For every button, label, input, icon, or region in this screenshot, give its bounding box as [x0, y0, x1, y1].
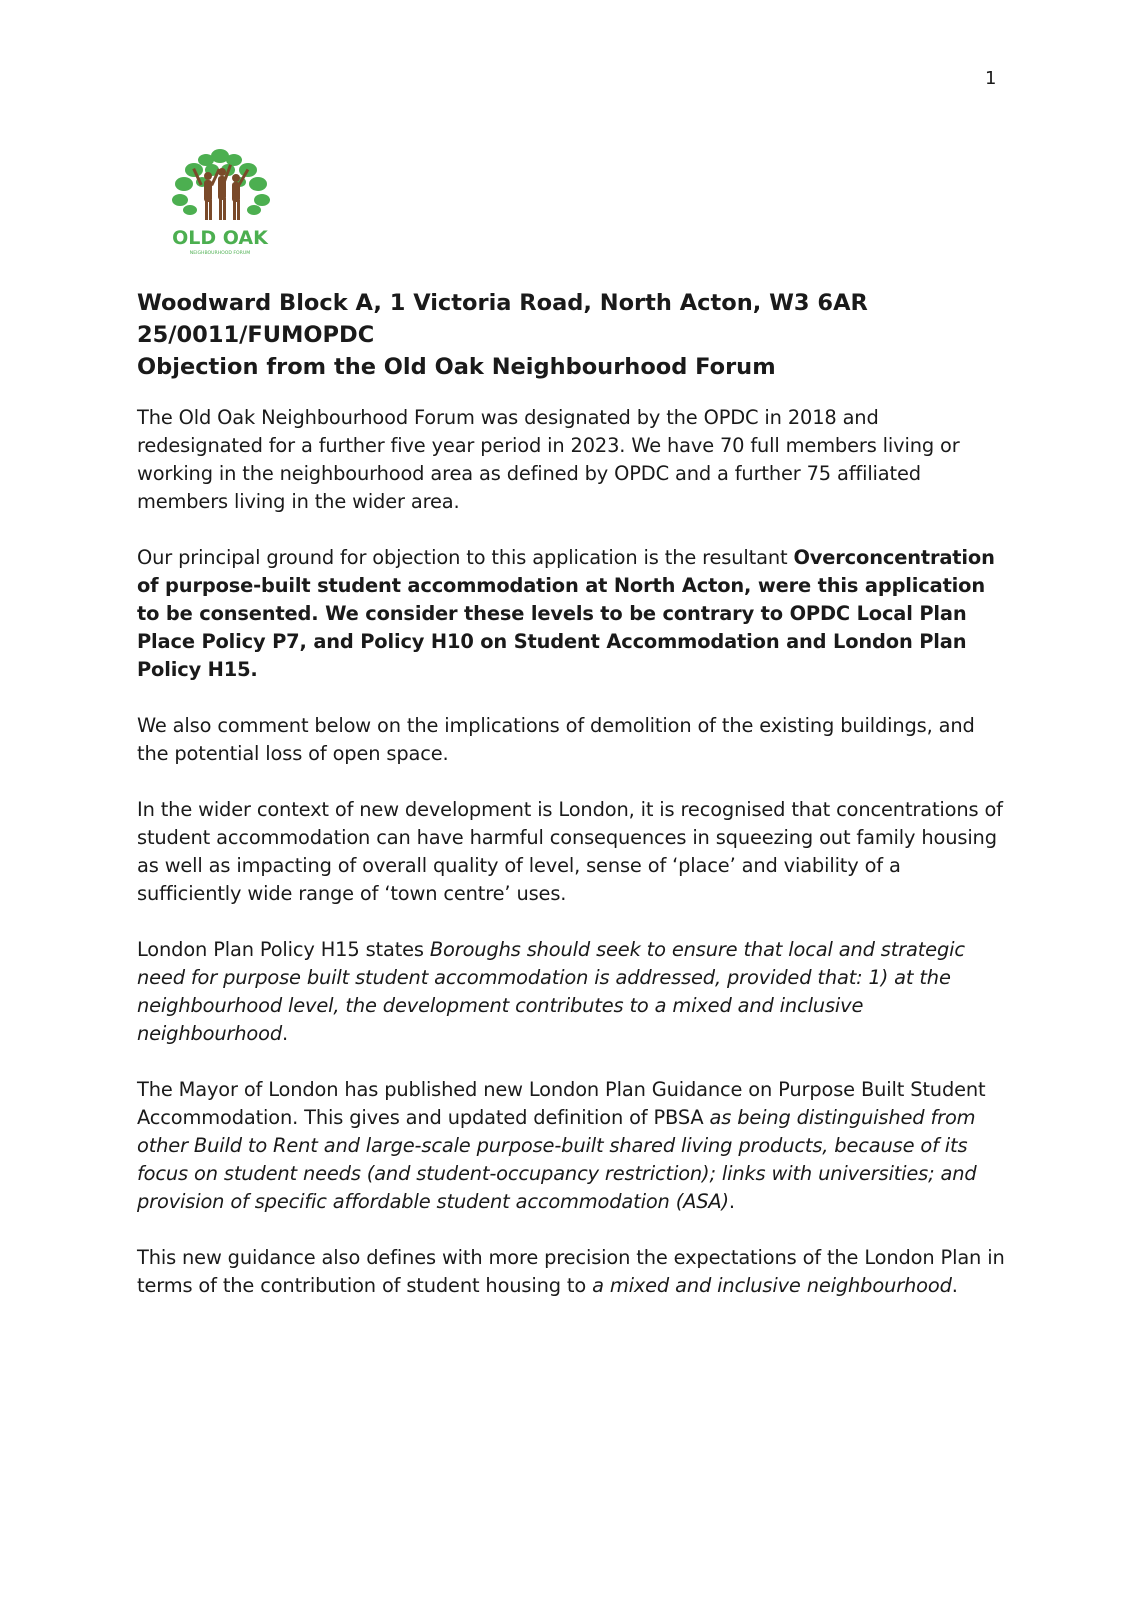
heading-title: Objection from the Old Oak Neighbourhood Forum [137, 354, 776, 380]
mixed-end-text: . [951, 1274, 958, 1297]
paragraph-pbsa-guidance [137, 1076, 1007, 1216]
policy-end-text: . [282, 1022, 289, 1045]
policy-quote-text: Boroughs should seek to ensure that local and strategic need for purpose built student accommodation is addressed, provided that: 1) at the neighbourhood level, the development contributes to a mixed and inclusive neighbourhood [137, 938, 965, 1045]
old-oak-logo [170, 146, 276, 262]
paragraph-mixed-neighbourhood [137, 1244, 1007, 1300]
heading-address: Woodward Block A, 1 Victoria Road, North Acton, W3 6AR [137, 290, 868, 316]
guidance-intro-text: The Mayor of London has published new London Plan Guidance on Purpose Built Student Accommodation. This gives and updated definition of PBSA [137, 1078, 986, 1129]
document-heading [137, 287, 1007, 383]
paragraph-policy-h15 [137, 936, 1007, 1048]
document-body [137, 287, 1007, 1328]
page-number: 1 [985, 68, 997, 89]
objection-bold-text: Overconcentration of purpose-built student accommodation at North Acton, were this application to be consented. We consider these levels to be contrary to OPDC Local Plan Place Policy P7, and Policy H10 on Student Accommodation and London Plan Policy H15. [137, 546, 995, 681]
policy-intro-text: London Plan Policy H15 states [137, 938, 430, 961]
oak-tree-people-icon [170, 146, 276, 262]
paragraph-principal-objection [137, 544, 1007, 684]
objection-intro-text: Our principal ground for objection to this application is the resultant [137, 546, 794, 569]
guidance-quote-text: as being distinguished from other Build to Rent and large-scale purpose-built shared living products, because of its focus on student needs (and student-occupancy restriction); links with universities; and provision of specific affordable student accommodation (ASA) [137, 1106, 977, 1213]
mixed-intro-text: This new guidance also defines with more precision the expectations of the London Plan in terms of the contribution of student housing to [137, 1246, 1005, 1297]
heading-reference: 25/0011/FUMOPDC [137, 322, 375, 348]
mixed-quote-text: a mixed and inclusive neighbourhood [592, 1274, 952, 1297]
logo-title: OLD OAK [172, 227, 268, 249]
guidance-end-text: . [728, 1190, 735, 1213]
paragraph-wider-context: In the wider context of new development is London, it is recognised that concentrations of student accommodation can have harmful consequences in squeezing out family housing as well as impacting of overall quality of level, sense of ‘place’ and viability of a sufficiently wide range of ‘town centre’ uses. [137, 798, 1003, 905]
logo-subtitle: NEIGHBOURHOOD FORUM [189, 251, 251, 256]
paragraph-forum-intro: The Old Oak Neighbourhood Forum was designated by the OPDC in 2018 and redesignated for a further five year period in 2023. We have 70 full members living or working in the neighbourhood area as defined by OPDC and a further 75 affiliated members living in the wider area. [137, 406, 960, 513]
paragraph-demolition-comment: We also comment below on the implications of demolition of the existing buildings, and the potential loss of open space. [137, 714, 975, 765]
